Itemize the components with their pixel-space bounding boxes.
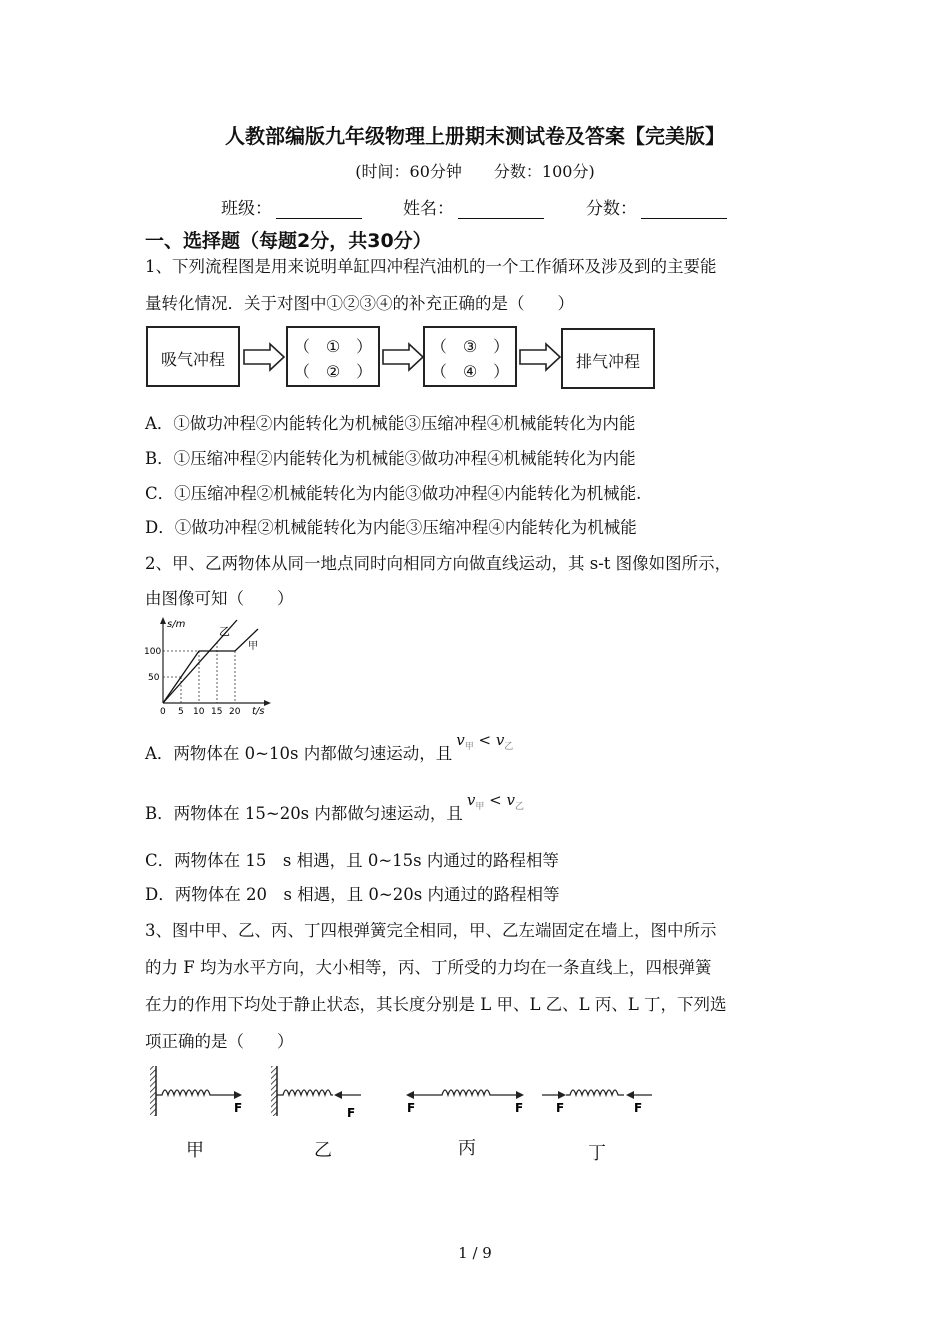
q2-stem-line2: 由图像可知（ ） [145,589,294,608]
q3-stem-line3: 在力的作用下均处于静止状态，其长度分别是 L 甲、L 乙、L 丙、L 丁，下列选 [145,995,727,1014]
force-label-bing-left: F [407,1101,416,1115]
q2-option-b[interactable] [145,791,525,826]
q2-st-graph [140,615,280,720]
graph-ytick-50: 50 [148,673,160,683]
flow-box-intake [146,326,240,387]
spring-caption-bing: 丙 [458,1138,476,1159]
q2-option-a-text: A．两物体在 0~10s 内都做匀速运动，且 [145,744,453,763]
flow-box-2-item-1: （ ① ） [293,337,373,356]
graph-line-jia [163,629,258,703]
q2-option-a-velocity: $v_甲 < v_乙$ [456,731,514,752]
flow-box-3 [423,326,517,387]
force-label-ding-right: F [634,1101,643,1115]
spring-caption-yi: 乙 [314,1140,332,1161]
class-label: 班级： [221,199,272,219]
flow-arrow-1 [242,342,286,372]
graph-xtick-10: 10 [193,707,205,717]
graph-xlabel: t/s [252,706,265,717]
graph-xtick-0: 0 [160,707,166,717]
spring-bing [438,1090,494,1095]
flow-box-exhaust [561,328,655,389]
q2-option-c[interactable]: C．两物体在 15 s 相遇，且 0~15s 内通过的路程相等 [145,851,559,870]
score-blank[interactable] [641,200,727,219]
name-blank[interactable] [458,200,544,219]
q3-spring-figure [140,1062,680,1122]
force-label-jia: F [234,1101,243,1115]
section-heading: 一、选择题（每题2分，共30分） [145,230,432,252]
exam-time-score: (时间：60分钟 分数：100分) [355,162,595,181]
wall-yi [271,1066,277,1116]
graph-xtick-20: 20 [229,707,241,717]
force-label-bing-right: F [515,1101,524,1115]
flow-box-3-item-1: （ ③ ） [430,337,510,356]
graph-xtick-15: 15 [211,707,223,717]
q2-option-d[interactable]: D．两物体在 20 s 相遇，且 0~20s 内通过的路程相等 [145,885,560,904]
graph-ylabel: s/m [167,619,186,630]
flow-box-2 [286,326,380,387]
graph-x-arrow [264,700,271,706]
flow-arrow-3 [518,342,562,372]
class-field [221,194,362,219]
spring-caption-ding: 丁 [588,1143,606,1164]
flow-box-3-item-2: （ ④ ） [430,362,510,381]
spring-ding [566,1090,624,1095]
spring-jia [156,1090,212,1095]
graph-xtick-5: 5 [178,707,184,717]
q2-option-a[interactable] [145,731,514,766]
q1-stem-line1: 1、下列流程图是用来说明单缸四冲程汽油机的一个工作循环及涉及到的主要能 [145,257,717,276]
q3-stem-line2: 的力 F 均为水平方向，大小相等，丙、丁所受的力均在一条直线上，四根弹簧 [145,958,712,977]
q1-option-b[interactable]: B．①压缩冲程②内能转化为机械能③做功冲程④机械能转化为内能 [145,449,636,468]
q3-stem-line4: 项正确的是（ ） [145,1032,294,1051]
q1-stem-line2: 量转化情况．关于对图中①②③④的补充正确的是（ ） [145,294,574,313]
score-field [586,194,727,219]
graph-y-arrow [160,617,166,624]
flow-box-2-item-2: （ ② ） [293,362,373,381]
q1-option-c[interactable]: C．①压缩冲程②机械能转化为内能③做功冲程④内能转化为机械能. [145,484,642,503]
q2-stem-line1: 2、甲、乙两物体从同一地点同时向相同方向做直线运动，其 s-t 图像如图所示， [145,554,732,573]
graph-label-yi: 乙 [219,625,230,638]
name-field [403,194,544,219]
q2-option-b-text: B．两物体在 15~20s 内都做匀速运动，且 [145,804,463,823]
graph-label-jia: 甲 [248,641,258,652]
q1-option-a[interactable]: A．①做功冲程②内能转化为机械能③压缩冲程④机械能转化为内能 [145,414,636,433]
flow-arrow-2 [381,342,425,372]
flow-box-intake-label: 吸气冲程 [160,350,225,369]
spring-yi [277,1090,333,1095]
force-label-ding-left: F [556,1101,565,1115]
spring-caption-jia: 甲 [186,1140,204,1161]
q2-option-b-velocity: $v_甲 < v_乙$ [466,791,525,812]
flow-box-exhaust-label: 排气冲程 [575,352,640,371]
class-blank[interactable] [276,200,362,219]
q3-stem-line1: 3、图中甲、乙、丙、丁四根弹簧完全相同，甲、乙左端固定在墙上，图中所示 [145,921,717,940]
q1-option-d[interactable]: D．①做功冲程②机械能转化为内能③压缩冲程④内能转化为机械能 [145,518,637,537]
document-title: 人教部编版九年级物理上册期末测试卷及答案【完美版】 [225,124,725,148]
force-label-yi: F [347,1106,356,1120]
name-label: 姓名： [403,199,454,219]
wall-jia [150,1066,156,1116]
score-label: 分数： [586,199,637,219]
graph-ytick-100: 100 [144,647,162,657]
page-number: 1 / 9 [458,1244,492,1262]
